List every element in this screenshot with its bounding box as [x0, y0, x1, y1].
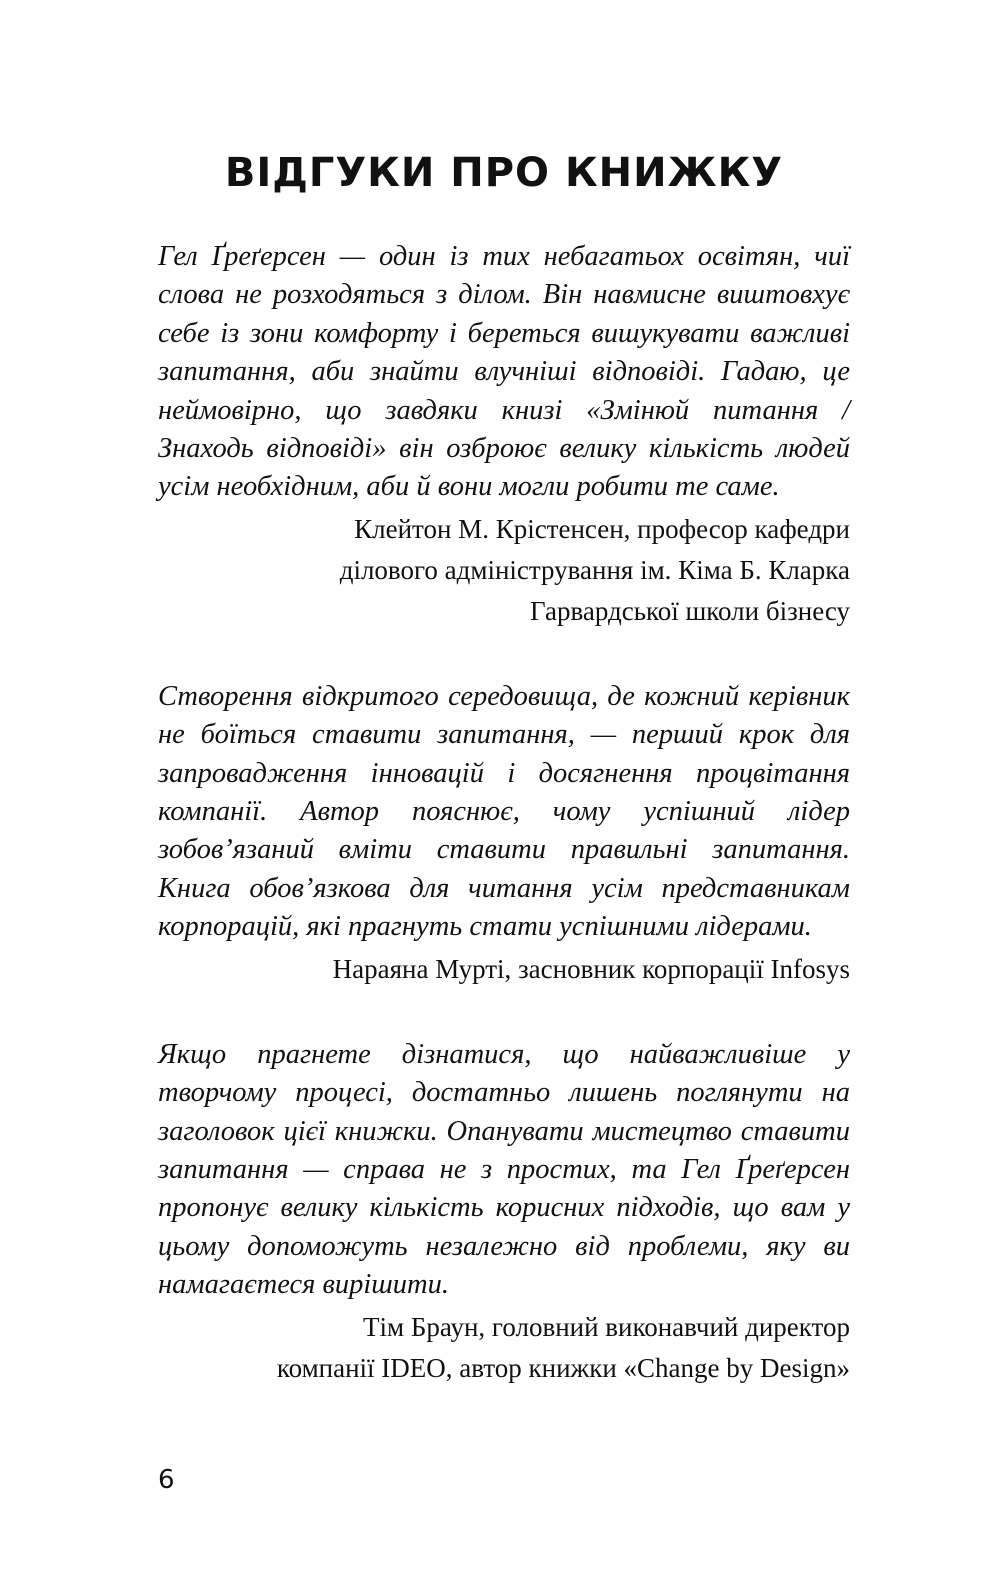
attribution-line: ділового адміністрування ім. Кіма Б. Кларка	[339, 554, 850, 585]
review-quote: Якщо прагнете дізнатися, що найважливіше у творчому процесі, достатньо лишень поглянути на заголовок цієї книжки. Опанувати мистецтво ставити запитання — справа не з простих, та Гел Ґреґерсен пропонує велику кількість корисних підходів, що вам у цьому допоможуть незалежно від проблеми, яку ви намагаєтеся вирішити.	[158, 1038, 850, 1301]
attribution-line: компанії IDEO, автор книжки «Change by Design»	[276, 1352, 850, 1383]
spacer	[158, 990, 850, 1036]
attribution-line: Клейтон М. Крістенсен, професор кафедри	[354, 513, 850, 544]
page-number: 6	[158, 1465, 175, 1495]
review-attribution	[158, 509, 850, 632]
spacer	[158, 632, 850, 678]
review-1	[158, 238, 850, 632]
attribution-line: Гарвардської школи бізнесу	[530, 595, 850, 626]
review-attribution	[158, 1307, 850, 1389]
book-page	[158, 150, 850, 1389]
attribution-line: Тім Браун, головний виконавчий директор	[363, 1311, 850, 1342]
review-quote: Гел Ґреґерсен — один із тих небагатьох освітян, чиї слова не розходяться з ділом. Він навмисне виштовхує себе із зони комфорту і береться вишукувати важливі запитання, аби знайти влучніші відповіді. Гадаю, це неймовірно, що завдяки книзі «Змінюй питання / Знаходь відповіді» він озброює велику кількість людей усім необхідним, аби й вони могли робити те саме.	[158, 241, 850, 503]
review-3	[158, 1036, 850, 1389]
attribution-line: Нараяна Мурті, засновник корпорації Infosys	[332, 953, 850, 984]
page-title: ВІДГУКИ ПРО КНИЖКУ	[224, 150, 784, 196]
review-2	[158, 678, 850, 990]
review-quote: Створення відкритого середовища, де кожний керівник не боїться ставити запитання, — перший крок для запровадження інновацій і досягнення процвітання компанії. Автор пояснює, чому успішний лідер зобов’язаний вміти ставити правильні запитання. Книга обов’язкова для читання усім представникам корпорацій, які прагнуть стати успішними лідерами.	[158, 680, 850, 943]
review-attribution	[158, 949, 850, 990]
